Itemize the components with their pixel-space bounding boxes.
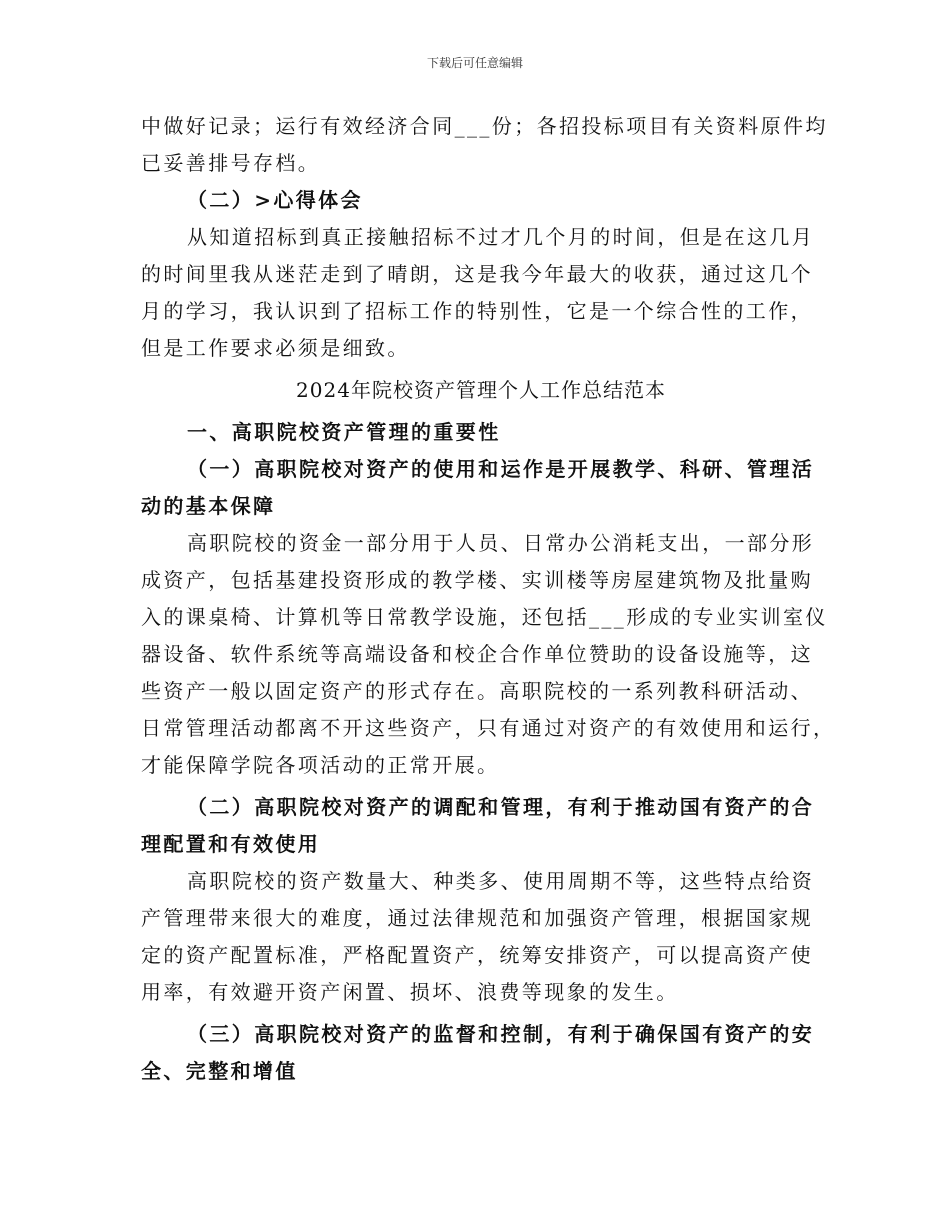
paragraph-line: 产管理带来很大的难度，通过法律规范和加强资产管理，根据国家规 [141,906,813,930]
paragraph-line: 中做好记录；运行有效经济合同___份；各招投标项目有关资料原件均 [141,114,828,138]
subsection-heading: 理配置和有效使用 [141,832,321,856]
subsection-heading: 全、完整和增值 [141,1059,298,1083]
paragraph-line: 的时间里我从迷茫走到了晴朗，这是我今年最大的收获，通过这几个 [141,262,813,286]
paragraph-line: 入的课桌椅、计算机等日常教学设施，还包括___形成的专业实训室仪 [141,605,828,629]
document-title: 2024年院校资产管理个人工作总结范本 [296,378,666,402]
paragraph-line: 定的资产配置标准，严格配置资产，统筹安排资产，可以提高资产使 [141,943,813,967]
page-header: 下载后可任意编辑 [426,56,523,70]
subsection-heading: （三）高职院校对资产的监督和控制，有利于确保国有资产的安 [187,1022,815,1046]
subsection-heading: （一）高职院校对资产的使用和运作是开展教学、科研、管理活 [187,457,815,481]
document-body [141,108,836,1090]
subsection-heading: 动的基本保障 [141,494,276,518]
paragraph-line: 高职院校的资金一部分用于人员、日常办公消耗支出，一部分形 [187,531,815,555]
paragraph-line: 高职院校的资产数量大、种类多、使用周期不等，这些特点给资 [187,869,815,893]
paragraph-line: 些资产一般以固定资产的形式存在。高职院校的一系列教科研活动、 [141,679,813,703]
paragraph-line: 成资产，包括基建投资形成的教学楼、实训楼等房屋建筑物及批量购 [141,568,813,592]
paragraph-line: 用率，有效避开资产闲置、损坏、浪费等现象的发生。 [141,980,679,1004]
paragraph-line: 日常管理活动都离不开这些资产，只有通过对资产的有效使用和运行， [141,716,836,740]
paragraph-line: 从知道招标到真正接触招标不过才几个月的时间，但是在这几月 [187,225,815,249]
paragraph-line: 才能保障学院各项活动的正常开展。 [141,753,500,777]
paragraph-line: 器设备、软件系统等高端设备和校企合作单位赞助的设备设施等，这 [141,642,813,666]
section-heading: 一、高职院校资产管理的重要性 [187,420,501,444]
paragraph-line: 月的学习，我认识到了招标工作的特别性，它是一个综合性的工作， [141,299,813,323]
section-heading: （二）>心得体会 [187,188,363,212]
paragraph-line: 但是工作要求必须是细致。 [141,336,410,360]
subsection-heading: （二）高职院校对资产的调配和管理，有利于推动国有资产的合 [187,795,815,819]
paragraph-line: 已妥善排号存档。 [141,151,321,175]
